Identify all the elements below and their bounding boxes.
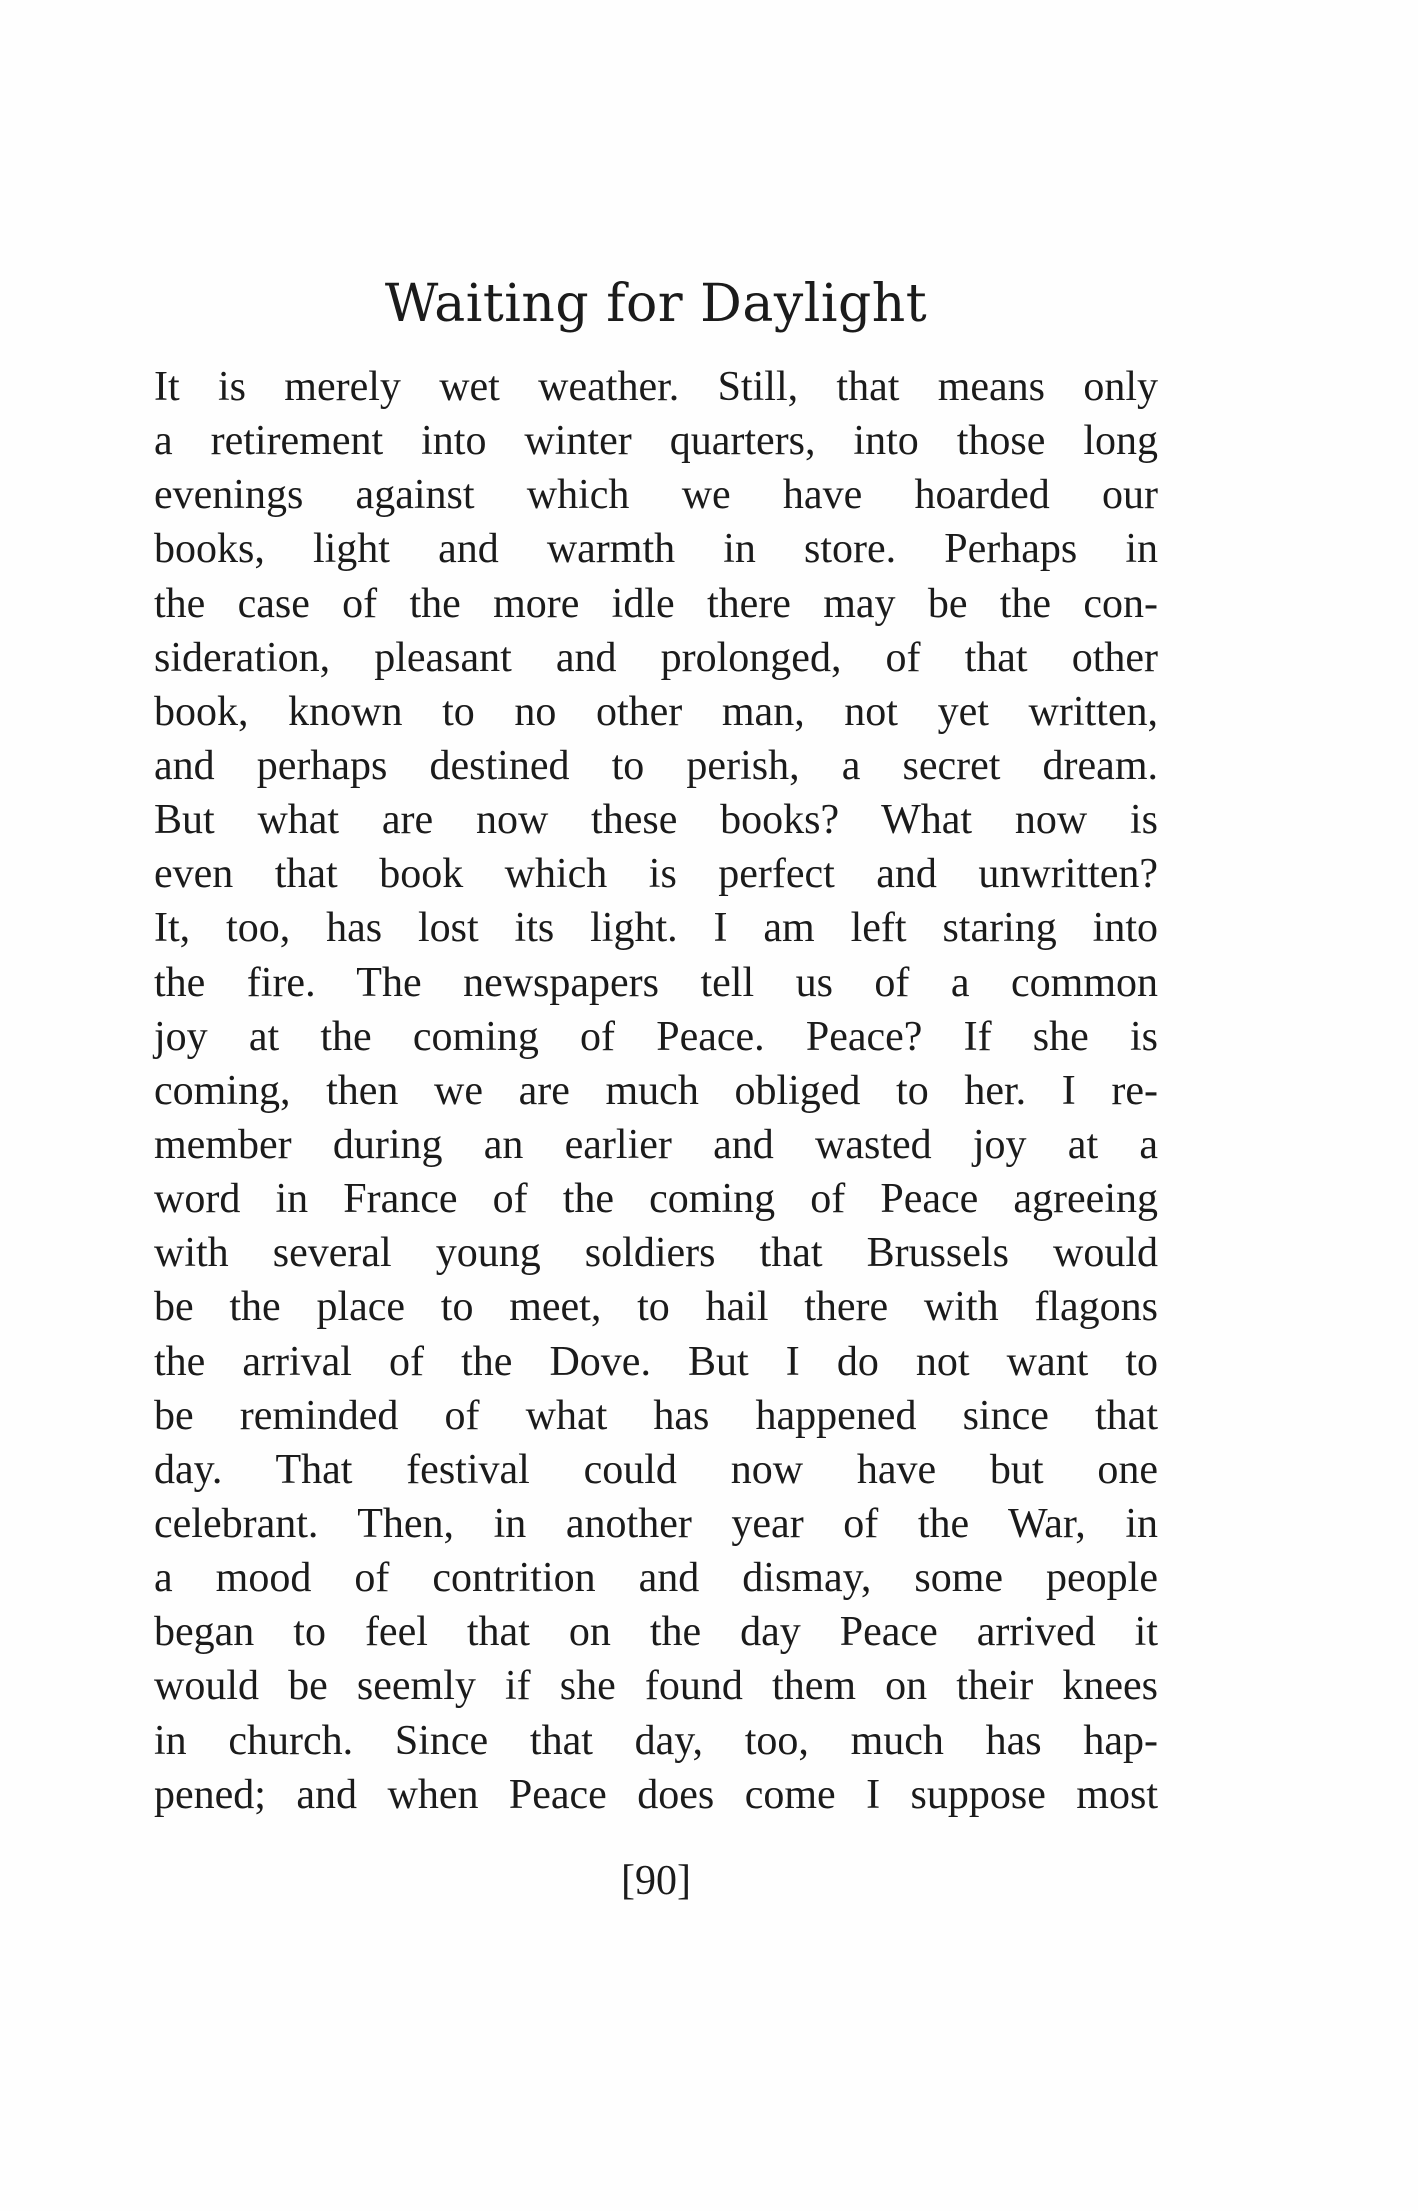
text-line: book, known to no other man, not yet written, — [154, 688, 1158, 735]
text-line: the arrival of the Dove. But I do not want to — [154, 1338, 1158, 1385]
text-line: celebrant. Then, in another year of the War, in — [154, 1500, 1158, 1547]
body-text — [154, 360, 1158, 1822]
text-line: But what are now these books? What now is — [154, 797, 1158, 844]
text-line: It is merely wet weather. Still, that means only — [154, 364, 1158, 410]
text-line: word in France of the coming of Peace agreeing — [154, 1176, 1158, 1223]
text-line: in church. Since that day, too, much has hap- — [154, 1717, 1158, 1764]
text-line: began to feel that on the day Peace arrived it — [154, 1609, 1158, 1656]
text-line: and perhaps destined to perish, a secret dream. — [154, 742, 1158, 789]
text-line: the fire. The newspapers tell us of a common — [154, 959, 1158, 1006]
text-line: the case of the more idle there may be the con- — [154, 580, 1158, 627]
text-line: a mood of contrition and dismay, some people — [154, 1555, 1158, 1602]
text-line: would be seemly if she found them on their knees — [154, 1663, 1158, 1710]
text-line: be reminded of what has happened since that — [154, 1392, 1158, 1439]
text-line: even that book which is perfect and unwritten? — [154, 851, 1158, 898]
text-line: It, too, has lost its light. I am left staring into — [154, 905, 1158, 952]
text-line: coming, then we are much obliged to her. I re- — [154, 1067, 1158, 1114]
text-line: pened; and when Peace does come I suppose most — [154, 1771, 1158, 1818]
text-line: be the place to meet, to hail there with flagons — [154, 1284, 1158, 1331]
text-line: day. That festival could now have but one — [154, 1446, 1158, 1493]
text-line: a retirement into winter quarters, into those long — [154, 418, 1158, 465]
text-line: sideration, pleasant and prolonged, of that other — [154, 634, 1158, 681]
page-number: [90] — [621, 1858, 691, 1904]
text-line: books, light and warmth in store. Perhaps in — [154, 526, 1158, 573]
text-line: joy at the coming of Peace. Peace? If she is — [154, 1013, 1158, 1060]
text-line: member during an earlier and wasted joy at a — [154, 1121, 1158, 1168]
text-line: with several young soldiers that Brussels would — [154, 1230, 1158, 1277]
text-line: evenings against which we have hoarded our — [154, 472, 1158, 519]
running-head: Waiting for Daylight — [384, 274, 928, 334]
